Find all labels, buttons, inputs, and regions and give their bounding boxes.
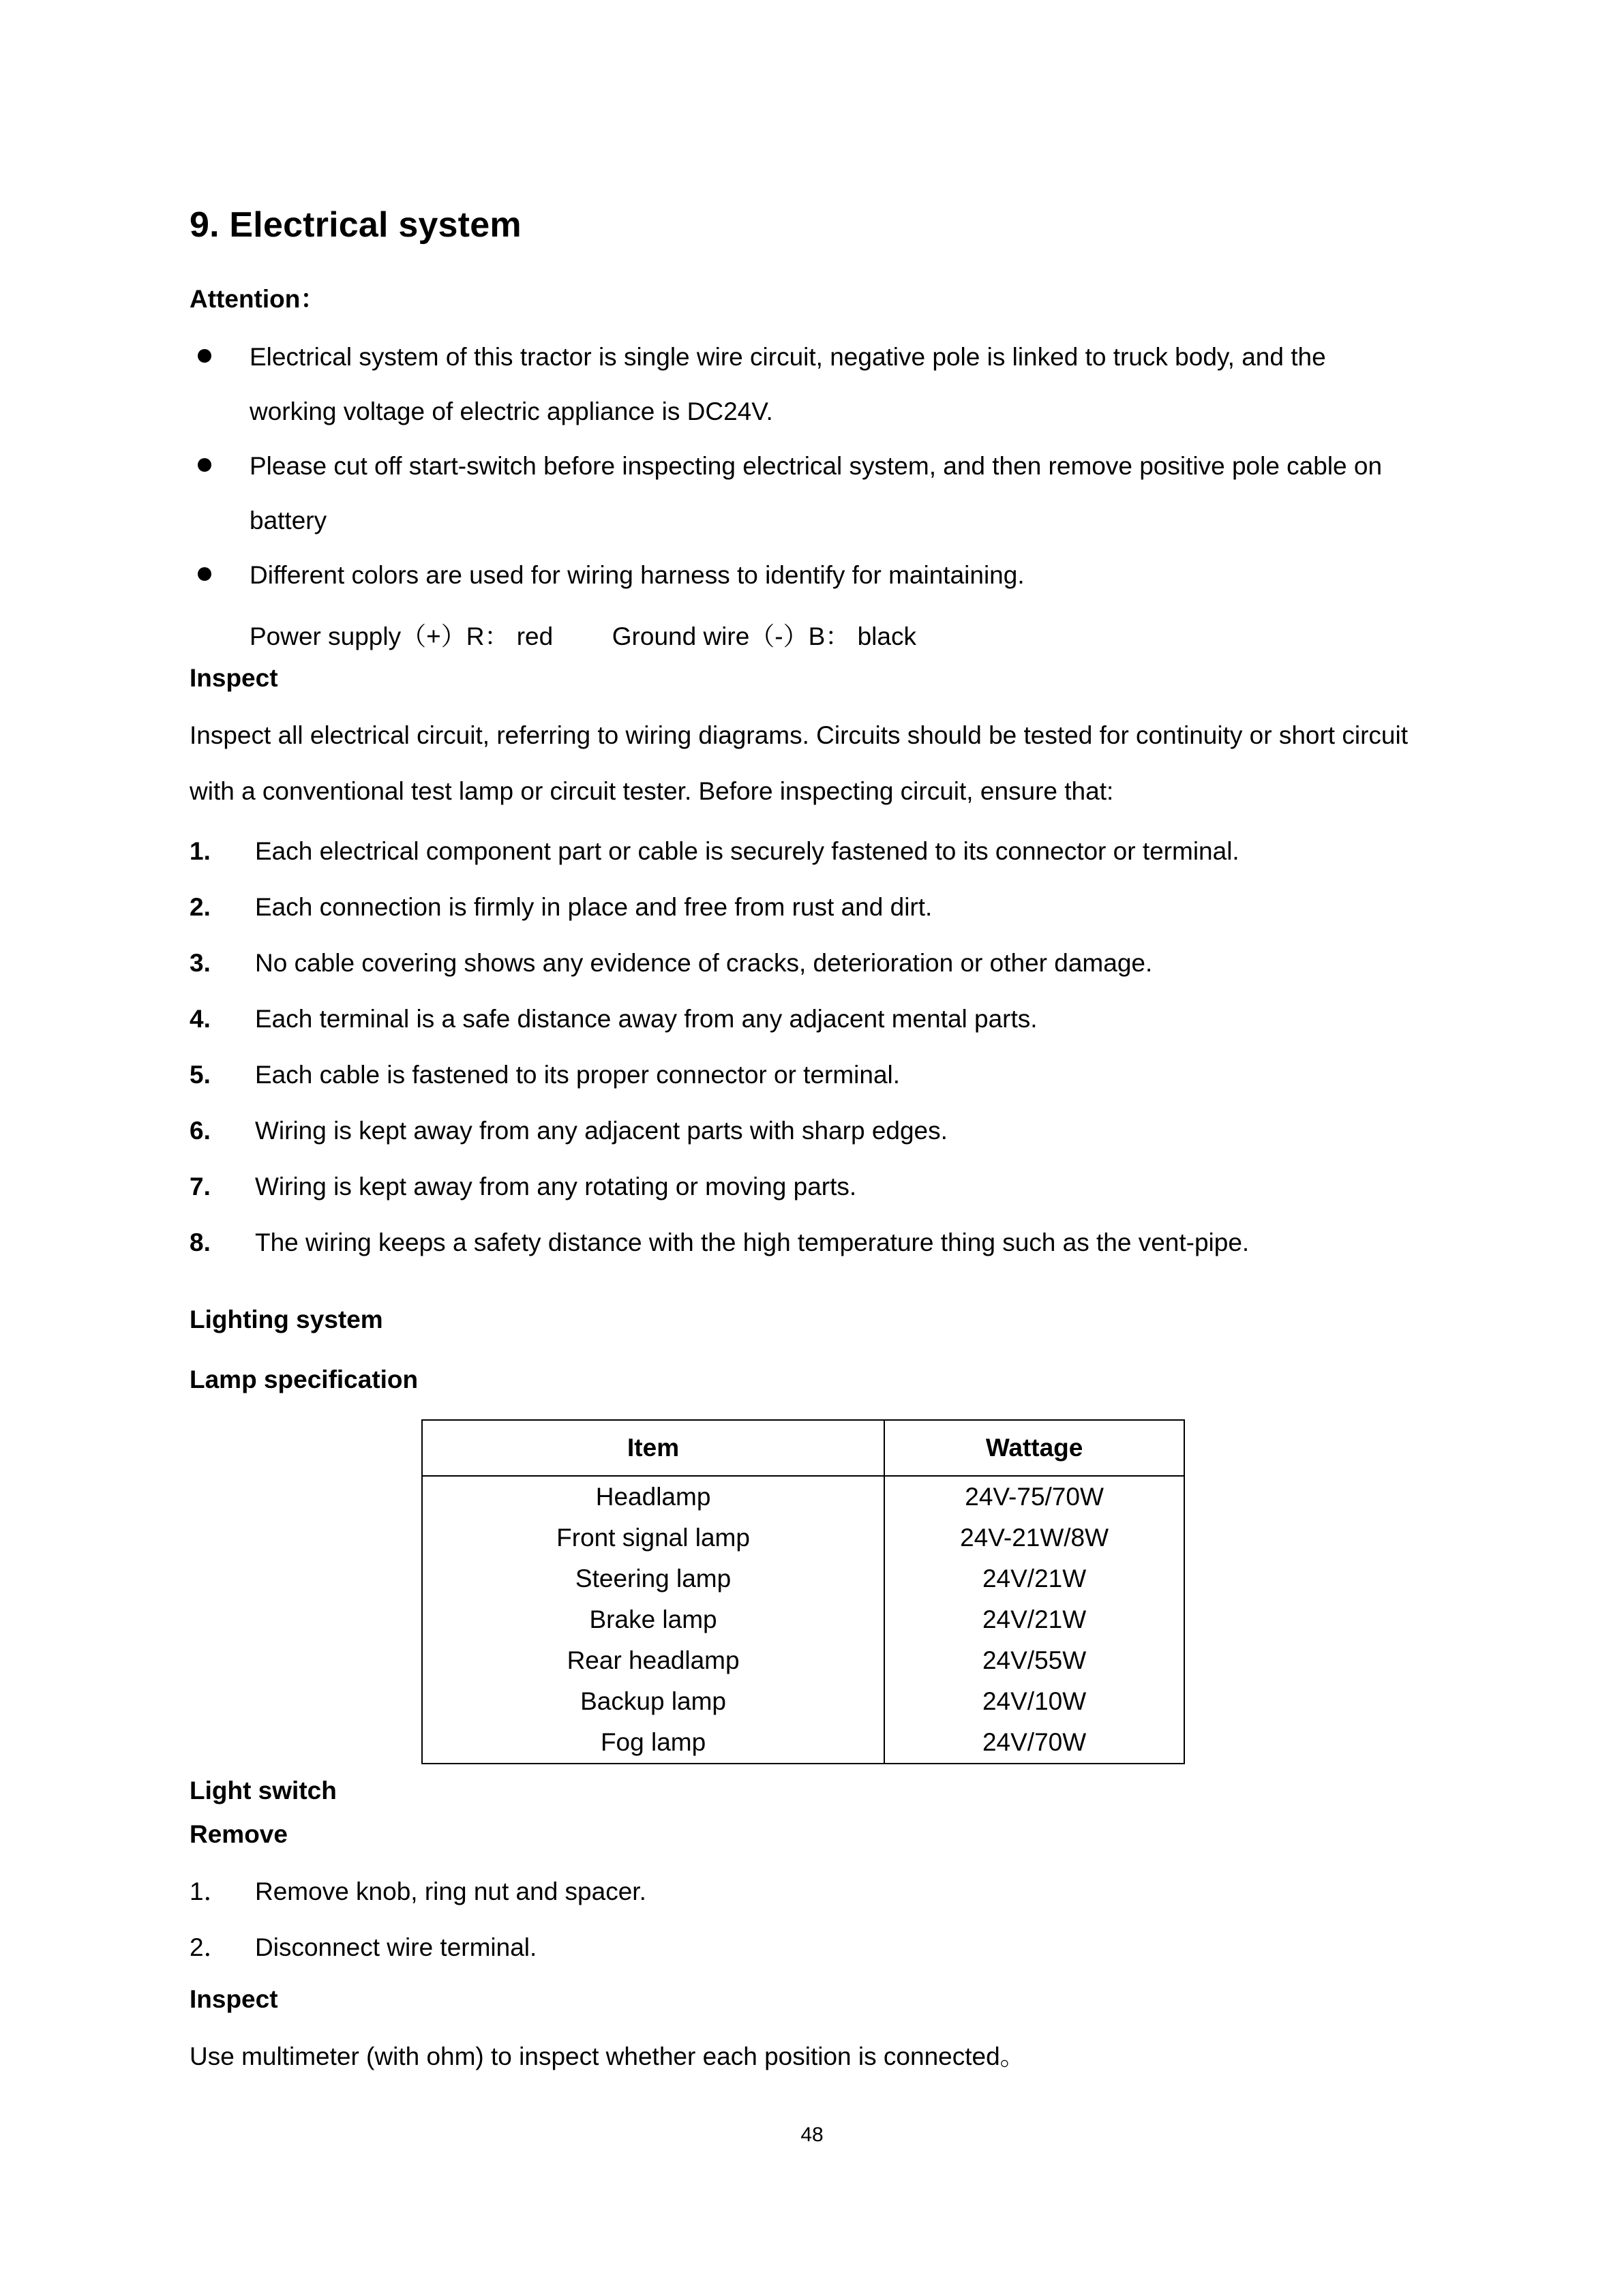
light-switch-heading: Light switch bbox=[190, 1777, 337, 1804]
table-cell-wattage: 24V/21W bbox=[884, 1599, 1184, 1640]
page-title: 9. Electrical system bbox=[190, 205, 522, 245]
table-cell-wattage: 24V/10W bbox=[884, 1681, 1184, 1722]
table-cell-wattage: 24V/70W bbox=[884, 1722, 1184, 1764]
page-number: 48 bbox=[800, 2124, 824, 2146]
list-item-number: 6. bbox=[190, 1117, 211, 1145]
list-item-text: Each connection is firmly in place and free from rust and dirt. bbox=[255, 893, 933, 921]
list-item bbox=[190, 330, 1419, 439]
list-item bbox=[190, 1864, 1419, 1920]
table-cell-wattage: 24V/55W bbox=[884, 1640, 1184, 1681]
table-cell-item: Brake lamp bbox=[422, 1599, 884, 1640]
list-item-number: 3. bbox=[190, 949, 211, 977]
attention-heading: Attention： bbox=[190, 285, 326, 313]
table-row bbox=[422, 1558, 1184, 1599]
inspect-intro-text: Inspect all electrical circuit, referring to wiring diagrams. Circuits should be tested for continuity or short circuit with a conventional test lamp or circuit tester. Before inspecting circuit, ensure that: bbox=[190, 721, 1408, 805]
list-item-text: No cable covering shows any evidence of cracks, deterioration or other damage. bbox=[255, 949, 1153, 977]
table-header-item: Item bbox=[422, 1420, 884, 1476]
bullet-dot-icon bbox=[198, 567, 211, 581]
list-item-number: 2. bbox=[190, 893, 211, 921]
table-row bbox=[422, 1640, 1184, 1681]
inspect-numbered-list bbox=[190, 824, 1419, 1271]
table-row bbox=[422, 1681, 1184, 1722]
table-cell-item: Rear headlamp bbox=[422, 1640, 884, 1681]
list-item bbox=[190, 1215, 1419, 1271]
list-item-number: 1. bbox=[190, 837, 211, 865]
table-row bbox=[422, 1517, 1184, 1558]
lamp-specification-table bbox=[421, 1419, 1185, 1764]
table-cell-item: Headlamp bbox=[422, 1476, 884, 1517]
list-item bbox=[190, 1103, 1419, 1159]
list-item bbox=[190, 439, 1419, 548]
table-cell-wattage: 24V-21W/8W bbox=[884, 1517, 1184, 1558]
list-item-text: Each electrical component part or cable is securely fastened to its connector or terminal. bbox=[255, 837, 1239, 865]
table-cell-item: Fog lamp bbox=[422, 1722, 884, 1764]
list-item-number: 8. bbox=[190, 1228, 211, 1256]
power-supply-line bbox=[190, 609, 1419, 664]
bullet-dot-icon bbox=[198, 458, 211, 472]
inspect-heading-2: Inspect bbox=[190, 1985, 278, 2013]
list-item-text: Different colors are used for wiring harness to identify for maintaining. bbox=[250, 561, 1025, 589]
inspect-closing-text: Use multimeter (with ohm) to inspect whether each position is connected。 bbox=[190, 2042, 1025, 2070]
list-item-text: The wiring keeps a safety distance with the high temperature thing such as the vent-pipe. bbox=[255, 1228, 1250, 1256]
list-item bbox=[190, 1920, 1419, 1976]
table-cell-wattage: 24V-75/70W bbox=[884, 1476, 1184, 1517]
list-item-number: 1． bbox=[190, 1877, 229, 1905]
list-item-number: 2． bbox=[190, 1933, 229, 1961]
lighting-system-heading: Lighting system bbox=[190, 1305, 383, 1333]
remove-heading: Remove bbox=[190, 1820, 288, 1848]
list-item-text: Wiring is kept away from any rotating or moving parts. bbox=[255, 1173, 857, 1200]
list-item-text: Please cut off start-switch before inspecting electrical system, and then remove positive pole cable on battery bbox=[250, 452, 1383, 534]
table-header-row bbox=[422, 1420, 1184, 1476]
list-item bbox=[190, 1159, 1419, 1215]
inspect-heading: Inspect bbox=[190, 664, 278, 692]
table-cell-item: Front signal lamp bbox=[422, 1517, 884, 1558]
list-item-number: 7. bbox=[190, 1173, 211, 1200]
remove-numbered-list bbox=[190, 1864, 1419, 1976]
table-row bbox=[422, 1476, 1184, 1517]
list-item bbox=[190, 879, 1419, 935]
list-item-text: Remove knob, ring nut and spacer. bbox=[255, 1877, 646, 1905]
list-item bbox=[190, 548, 1419, 603]
list-item bbox=[190, 991, 1419, 1047]
list-item-text: Each cable is fastened to its proper connector or terminal. bbox=[255, 1061, 901, 1089]
list-item bbox=[190, 824, 1419, 879]
list-item-number: 4. bbox=[190, 1005, 211, 1033]
table-cell-item: Steering lamp bbox=[422, 1558, 884, 1599]
power-supply-text: Power supply（+）R： red bbox=[250, 622, 554, 650]
table-cell-item: Backup lamp bbox=[422, 1681, 884, 1722]
list-item-text: Wiring is kept away from any adjacent parts with sharp edges. bbox=[255, 1117, 948, 1145]
list-item-text: Each terminal is a safe distance away from any adjacent mental parts. bbox=[255, 1005, 1038, 1033]
list-item-text: Electrical system of this tractor is single wire circuit, negative pole is linked to truck body, and the working voltage of electric appliance is DC24V. bbox=[250, 343, 1326, 425]
table-header-wattage: Wattage bbox=[884, 1420, 1184, 1476]
table-row bbox=[422, 1599, 1184, 1640]
table-row bbox=[422, 1722, 1184, 1764]
list-item bbox=[190, 1047, 1419, 1103]
list-item-number: 5. bbox=[190, 1061, 211, 1089]
ground-wire-text: Ground wire（-）B： black bbox=[612, 622, 916, 650]
attention-bullet-list bbox=[190, 330, 1419, 603]
bullet-dot-icon bbox=[198, 349, 211, 363]
list-item-text: Disconnect wire terminal. bbox=[255, 1933, 537, 1961]
table-cell-wattage: 24V/21W bbox=[884, 1558, 1184, 1599]
lamp-specification-heading: Lamp specification bbox=[190, 1365, 419, 1393]
list-item bbox=[190, 935, 1419, 991]
